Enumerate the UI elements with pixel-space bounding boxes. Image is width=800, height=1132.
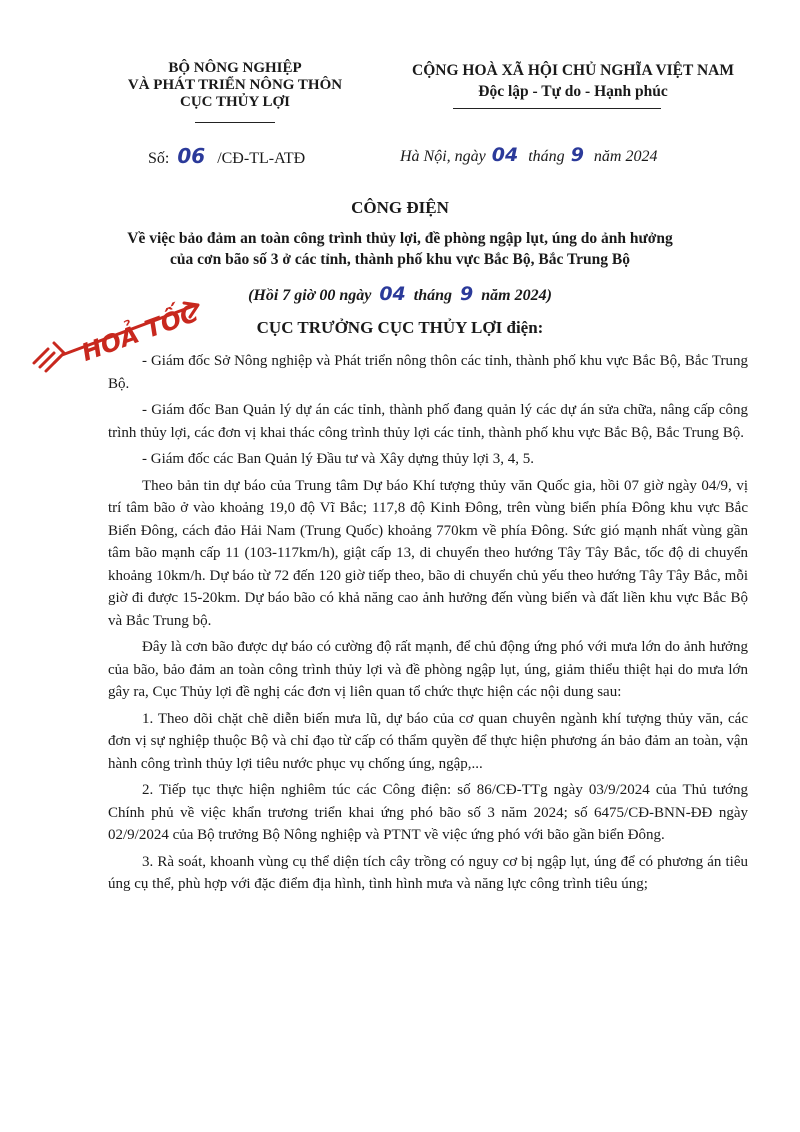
agency-line: VÀ PHÁT TRIỂN NÔNG THÔN <box>127 77 343 93</box>
time-month-word: tháng <box>413 287 453 304</box>
time-suffix: năm 2024) <box>481 287 552 304</box>
date-line <box>400 144 657 166</box>
paragraph: Đây là cơn bão được dự báo có cường độ rất mạnh, để chủ động ứng phó với mưa lớn do ảnh hưởng của bão, bảo đảm an toàn công trình thủy lợi và đề phòng ngập lụt, úng, giảm thiểu thiệt hại do mưa lớn gây ra, Cục Thủy lợi đề nghị các đơn vị liên quan tổ chức thực hiện các nội dung sau: <box>108 639 748 700</box>
paragraph: - Giám đốc Ban Quản lý dự án các tỉnh, thành phố đang quản lý các dự án sửa chữa, nâng cấp công trình thủy lợi, các đơn vị khai thác công trình thủy lợi các tỉnh, thành phố khu vực Bắc Bộ, Bắc Trung Bộ. <box>108 402 748 441</box>
time-prefix: (Hồi 7 giờ 00 ngày <box>248 287 372 304</box>
paragraph: - Giám đốc Sở Nông nghiệp và Phát triển nông thôn các tỉnh, thành phố khu vực Bắc Bộ, Bắc Trung Bộ. <box>108 353 748 392</box>
agency-line: CỤC THỦY LỢI <box>179 94 291 110</box>
subtitle-line: của cơn bão số 3 ở các tỉnh, thành phố khu vực Bắc Bộ, Bắc Trung Bộ <box>170 251 630 268</box>
date-day-handwritten: 04 <box>491 144 519 166</box>
nation-name: CỘNG HOÀ XÃ HỘI CHỦ NGHĨA VIỆT NAM <box>412 62 734 79</box>
motto-underline <box>453 108 661 109</box>
agency-underline <box>195 122 275 123</box>
agency-line: BỘ NÔNG NGHIỆP <box>168 60 302 76</box>
paragraph: 3. Rà soát, khoanh vùng cụ thể diện tích cây trồng có nguy cơ bị ngập lụt, úng để có phương án tiêu úng cụ thể, phù hợp với đặc điểm địa hình, tình hình mưa và năng lực công trình tiêu úng; <box>108 853 748 892</box>
document-title: CÔNG ĐIỆN <box>351 198 449 217</box>
director-line: CỤC TRƯỞNG CỤC THỦY LỢI điện: <box>256 318 544 337</box>
doc-number-handwritten: 06 <box>177 144 206 168</box>
paragraph: - Giám đốc các Ban Quản lý Đầu tư và Xây dựng thủy lợi 3, 4, 5. <box>142 451 535 467</box>
date-month-word: tháng <box>528 148 565 165</box>
doc-number-prefix: Số: <box>148 150 170 167</box>
nation-block <box>368 60 778 102</box>
agency-block <box>105 60 365 111</box>
date-month-handwritten: 9 <box>570 144 584 166</box>
time-day-handwritten: 04 <box>379 283 406 305</box>
motto: Độc lập - Tự do - Hạnh phúc <box>478 83 668 100</box>
doc-number-suffix: /CĐ-TL-ATĐ <box>217 150 306 167</box>
paragraph: 2. Tiếp tục thực hiện nghiêm túc các Công điện: số 86/CĐ-TTg ngày 03/9/2024 của Thủ tướng Chính phủ về việc khẩn trương triển khai ứng phó bão số 3 năm 2024; số 6475/CĐ-BNN-ĐĐ ngày 02/9/2024 của Bộ trưởng Bộ Nông nghiệp và PTNT về việc ứng phó với bão gần biển Đông. <box>108 782 748 843</box>
subtitle-line: Về việc bảo đảm an toàn công trình thủy lợi, đề phòng ngập lụt, úng do ảnh hưởng <box>127 230 673 247</box>
document-subtitle <box>60 228 740 270</box>
stamp-text: HOẢ TỐC <box>77 298 202 367</box>
paragraph: Theo bản tin dự báo của Trung tâm Dự báo Khí tượng thủy văn Quốc gia, hồi 07 giờ ngày 04/9, vị trí tâm bão ở vào khoảng 19,0 độ Vĩ Bắc; 117,8 độ Kinh Đông, trên vùng biển phía Đông khu vực Bắc Biển Đông, cách đảo Hải Nam (Trung Quốc) khoảng 770km về phía Đông. Sức gió mạnh nhất vùng gần tâm bão mạnh cấp 11 (103-117km/h), giật cấp 13, di chuyển theo hướng Tây Tây Bắc, tốc độ di chuyển khoảng 10km/h. Dự báo từ 72 đến 120 giờ tiếp theo, bão di chuyển chủ yếu theo hướng Tây Tây Bắc, mỗi giờ đi được 15-20km. Dự báo bão có khả năng cao ảnh hưởng đến vùng biển và đất liền khu vực Bắc Bộ và Bắc Trung bộ. <box>108 477 748 629</box>
time-month-handwritten: 9 <box>460 283 474 305</box>
date-year: năm 2024 <box>593 148 658 165</box>
paragraph: 1. Theo dõi chặt chẽ diễn biến mưa lũ, dự báo của cơ quan chuyên ngành khí tượng thủy văn, các đơn vị sự nghiệp thuộc Bộ và chỉ đạo từ cấp có thẩm quyền để thực hiện phương án bảo đảm an toàn, vận hành công trình thủy lợi tiêu nước phục vụ chống úng, ngập,... <box>108 710 748 772</box>
document-number <box>148 144 305 168</box>
date-place: Hà Nội, ngày <box>400 148 486 165</box>
document-body <box>108 350 748 900</box>
